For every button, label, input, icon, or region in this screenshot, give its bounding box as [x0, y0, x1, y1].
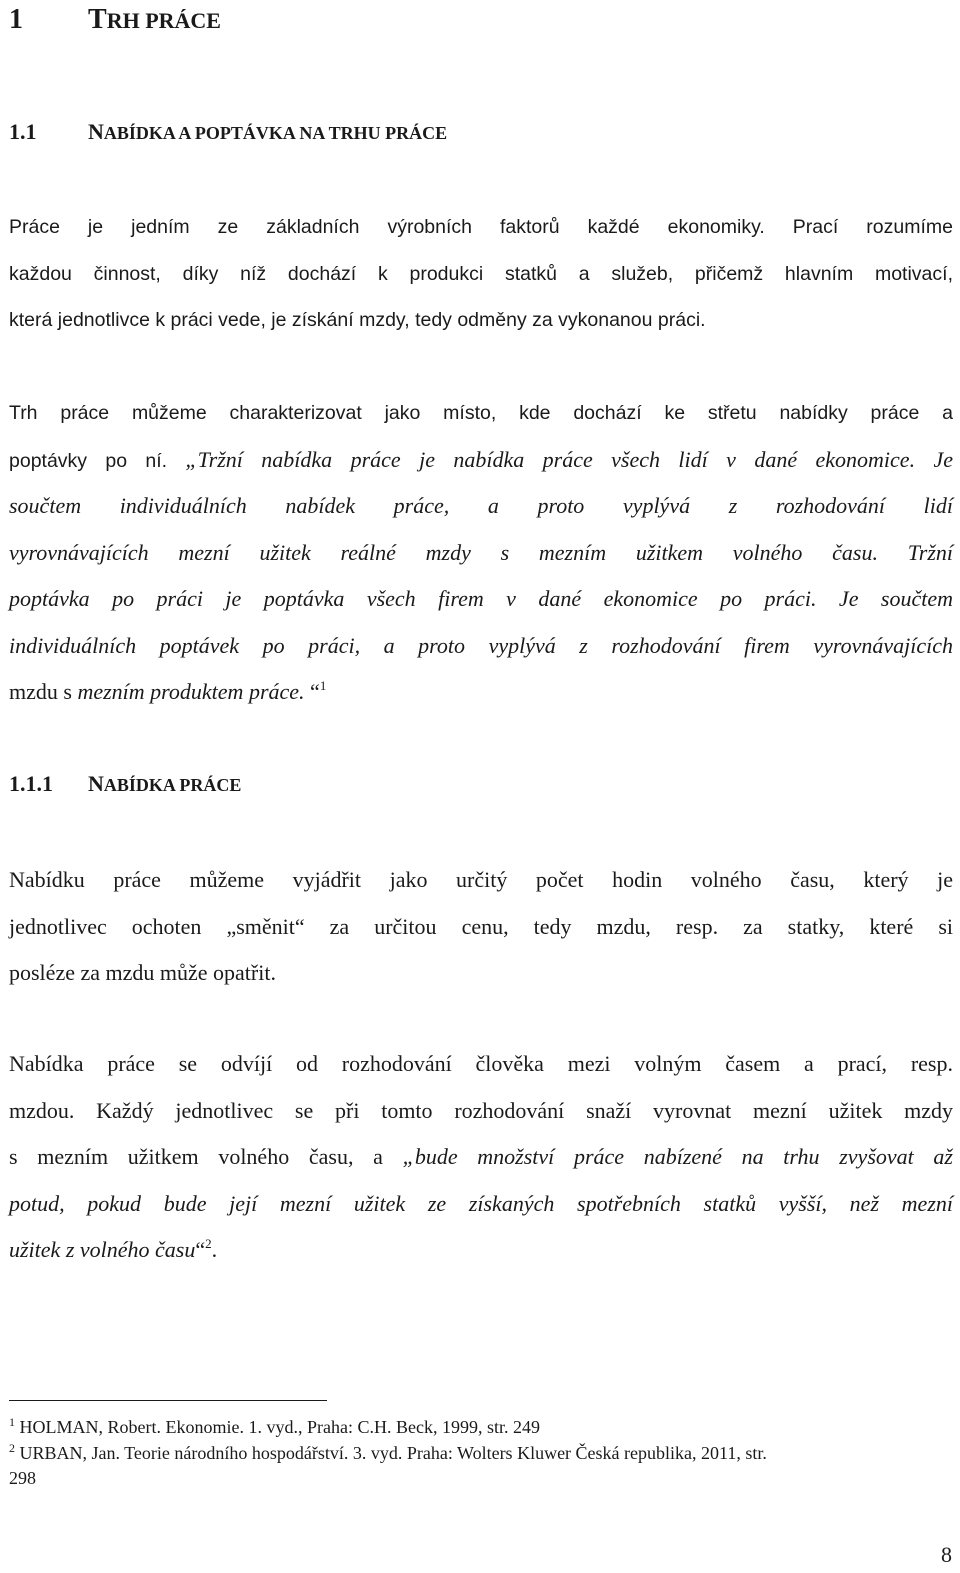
footnote-number: 2	[9, 1441, 15, 1455]
quote-text: vyrovnávajících mezní užitek reálné mzdy s mezním užitkem volného času. Tržní	[9, 539, 953, 565]
quote-text: „bude množství práce nabízené na trhu zvyšovat až	[402, 1144, 953, 1169]
section-title-initial: N	[88, 119, 104, 144]
footnote-reference[interactable]: 2	[205, 1236, 212, 1251]
paragraph-line	[9, 669, 953, 716]
paragraph-text: mzdu s	[9, 679, 78, 704]
paragraph-text: .	[211, 1237, 218, 1262]
footnote-number: 1	[9, 1415, 15, 1429]
subsection-heading	[9, 768, 241, 801]
quote-text: individuálních poptávek po práci, a proto vyplývá z rozhodování firem vyrovnávajících	[9, 632, 953, 658]
paragraph-line	[9, 1227, 953, 1274]
footnote-separator	[9, 1400, 327, 1401]
closing-quote: “	[304, 679, 320, 704]
closing-quote: “	[195, 1237, 206, 1262]
chapter-title-initial: T	[88, 4, 107, 35]
quote-text: poptávka po práci je poptávka všech firem v dané ekonomice po práci. Je součtem	[9, 586, 953, 611]
paragraph-line: Trh práce můžeme charakterizovat jako místo, kde dochází ke střetu nabídky práce a	[9, 402, 953, 424]
paragraph-line: Nabídku práce můžeme vyjádřit jako určitý počet hodin volného času, který je	[9, 867, 953, 892]
footnote-text: URBAN, Jan. Teorie národního hospodářství. 3. vyd. Praha: Wolters Kluwer Česká republika, 2011, str.	[15, 1443, 767, 1463]
footnote-text: HOLMAN, Robert. Ekonomie. 1. vyd., Praha: C.H. Beck, 1999, str. 249	[15, 1417, 540, 1437]
paragraph-line	[9, 576, 953, 623]
paragraph-line: jednotlivec ochoten „směnit“ za určitou cenu, tedy mzdu, resp. za statky, které si	[9, 913, 953, 939]
paragraph-line: Práce je jedním ze základních výrobních faktorů každé ekonomiky. Prací rozumíme	[9, 216, 953, 238]
paragraph-line: posléze za mzdu může opatřit.	[9, 960, 276, 985]
quote-text: potud, pokud bude její mezní užitek ze získaných spotřebních statků vyšší, než mezní	[9, 1190, 953, 1216]
quote-text: „Tržní nabídka práce je nabídka práce všech lidí v dané ekonomice. Je	[185, 446, 954, 472]
section-heading	[9, 116, 447, 149]
footnote-continuation: 298	[9, 1468, 36, 1488]
quote-text: užitek z volného času	[9, 1237, 196, 1262]
chapter-heading	[9, 2, 221, 39]
paragraph-line: Nabídka práce se odvíjí od rozhodování člověka mezi volným časem a prací, resp.	[9, 1051, 953, 1076]
paragraph-line	[9, 1181, 953, 1228]
paragraph-labour-supply	[9, 857, 953, 997]
paragraph-line	[9, 1134, 953, 1181]
quote-text: mezním produktem práce.	[77, 679, 305, 704]
paragraph-line	[9, 437, 953, 484]
section-title-rest: ABÍDKA A POPTÁVKA NA TRHU PRÁCE	[103, 123, 448, 143]
footnote-reference[interactable]: 1	[319, 678, 327, 693]
subsection-title-rest: ABÍDKA PRÁCE	[103, 775, 242, 795]
page-number: 8	[941, 1542, 952, 1567]
paragraph-line	[9, 483, 953, 530]
footnote	[9, 1441, 953, 1466]
paragraph-line: mzdou. Každý jednotlivec se při tomto rozhodování snaží vyrovnat mezní užitek mzdy	[9, 1097, 953, 1123]
chapter-title-rest: RH PRÁCE	[106, 8, 221, 33]
subsection-number: 1.1.1	[9, 771, 53, 796]
paragraph-line	[9, 530, 953, 577]
paragraph-line: která jednotlivce k práci vede, je získání mzdy, tedy odměny za vykonanou práci.	[9, 309, 706, 331]
paragraph-text: poptávky po ní.	[9, 449, 186, 472]
paragraph-labour-market	[9, 390, 953, 716]
paragraph-line: každou činnost, díky níž dochází k produkci statků a služeb, přičemž hlavním motivací,	[9, 262, 953, 285]
paragraph-line	[9, 623, 953, 670]
section-number: 1.1	[9, 119, 37, 144]
footnote	[9, 1415, 953, 1440]
chapter-number: 1	[9, 4, 23, 35]
paragraph-decision	[9, 1041, 953, 1274]
subsection-title-initial: N	[88, 771, 104, 796]
paragraph-intro	[9, 204, 953, 344]
paragraph-text: s mezním užitkem volného času, a	[9, 1144, 403, 1169]
quote-text: součtem individuálních nabídek práce, a proto vyplývá z rozhodování lidí	[9, 493, 953, 518]
